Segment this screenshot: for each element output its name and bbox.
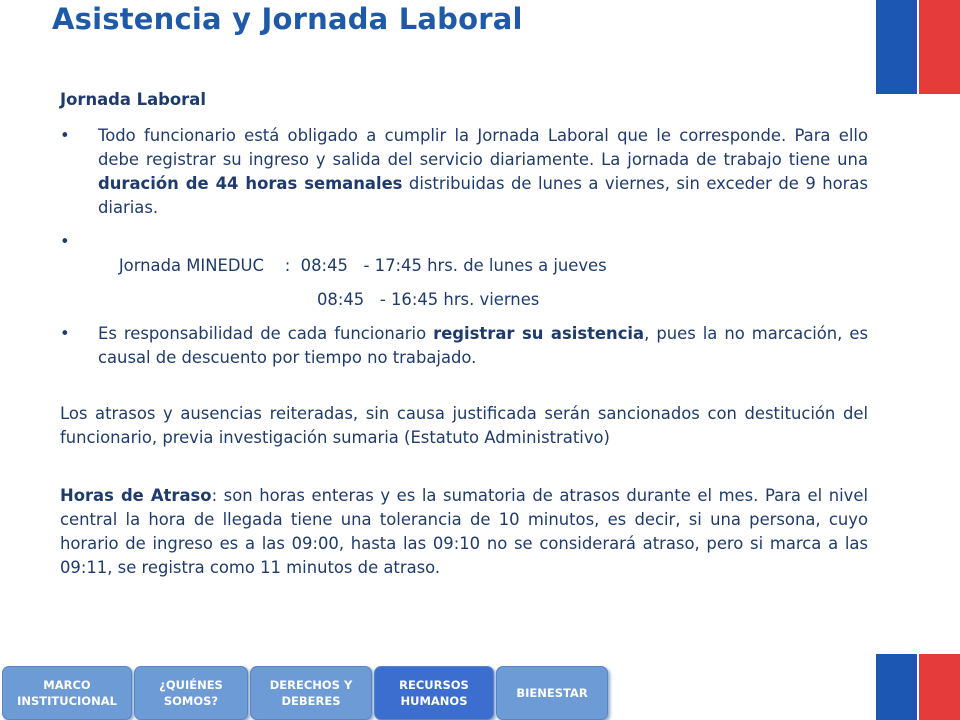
slide-content <box>60 88 868 580</box>
bottom-navigation <box>0 666 640 720</box>
bullet-jornada-mineduc <box>60 230 868 278</box>
nav-button-label: DERECHOS Y <box>269 678 353 692</box>
bullet-icon: • <box>60 324 70 343</box>
bullet-bold-text: registrar su asistencia <box>433 324 645 343</box>
nav-button-label: BIENESTAR <box>516 686 588 700</box>
nav-button-quienes-somos[interactable] <box>134 666 248 720</box>
nav-button-label: HUMANOS <box>400 694 468 708</box>
flag-blue-bar <box>876 0 917 94</box>
flag-blue-bar <box>876 654 917 720</box>
paragraph-text: : son horas enteras y es la sumatoria de atrasos durante el mes. Para el nivel central la hora de llegada tiene una tolerancia de 10 minutos, es decir, si una persona, cuyo horario de ingreso es a las 09:00, hasta las 09:10 no se considerará atraso, pero si marca a las 09:11, se registra como 11 minutos de atraso. <box>60 486 868 577</box>
flag-red-bar <box>919 0 960 94</box>
bullet-registro-asistencia <box>60 322 868 370</box>
bullet-icon: • <box>60 126 70 145</box>
flag-decoration-bottom <box>876 654 960 720</box>
bullet-text: , pues la no marcación, es causal de descuento por tiempo no trabajado. <box>98 324 869 367</box>
paragraph-bold-label: Horas de Atraso <box>60 486 212 505</box>
bullet-bold-text: duración de 44 horas semanales <box>98 174 403 193</box>
flag-red-bar <box>919 654 960 720</box>
bullet-jornada-obligatoria <box>60 124 868 220</box>
flag-decoration-top <box>876 0 960 94</box>
bullet-text: Es responsabilidad de cada funcionario <box>98 324 434 343</box>
bullet-text: Todo funcionario está obligado a cumplir la Jornada Laboral que le corresponde. Para ello debe registrar su ingreso y salida del servicio diariamente. La jornada de trabajo tiene una <box>98 126 868 169</box>
nav-button-marco-institucional[interactable] <box>2 666 132 720</box>
paragraph-horas-atraso <box>60 484 868 580</box>
nav-button-label: SOMOS? <box>163 694 219 708</box>
schedule-weekdays: Jornada MINEDUC : 08:45 - 17:45 hrs. de lunes a jueves <box>118 256 607 275</box>
nav-button-recursos-humanos[interactable] <box>374 666 494 720</box>
nav-button-label: MARCO <box>43 678 91 692</box>
bullet-icon: • <box>60 232 70 251</box>
nav-button-label: DEBERES <box>281 694 341 708</box>
page-title: Asistencia y Jornada Laboral <box>52 2 523 36</box>
nav-button-label: INSTITUCIONAL <box>17 694 117 708</box>
paragraph-atrasos: Los atrasos y ausencias reiteradas, sin causa justificada serán sancionados con destitución del funcionario, previa investigación sumaria (Estatuto Administrativo) <box>60 404 868 447</box>
nav-button-bienestar[interactable] <box>496 666 608 720</box>
nav-button-derechos-deberes[interactable] <box>250 666 372 720</box>
section-title: Jornada Laboral <box>60 90 206 109</box>
schedule-friday: 08:45 - 16:45 hrs. viernes <box>317 290 540 309</box>
bullet-text: distribuidas de lunes a viernes, sin exceder de 9 horas diarias. <box>98 174 868 217</box>
nav-button-label: ¿QUIÉNES <box>159 678 223 692</box>
nav-button-label: RECURSOS <box>399 678 469 692</box>
